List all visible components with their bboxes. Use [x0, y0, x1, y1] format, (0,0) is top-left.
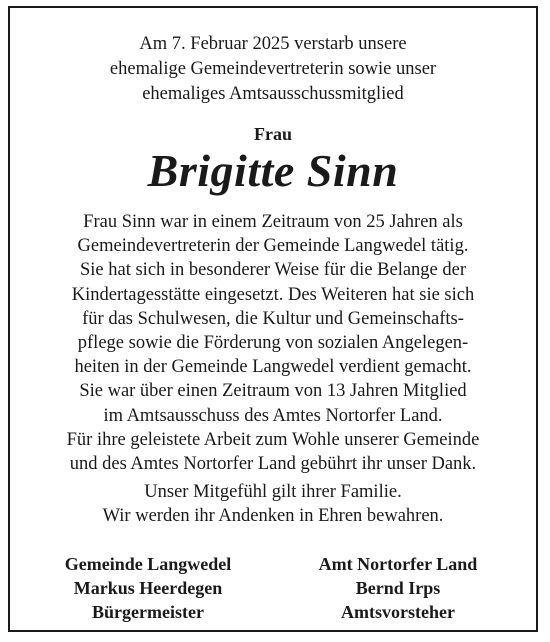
- closing-text: [10, 480, 536, 528]
- body-text: [10, 210, 536, 476]
- signature-left: [18, 552, 278, 624]
- body-line: für das Schulwesen, die Kultur und Gemeinschafts-: [82, 308, 464, 329]
- intro-line: ehemalige Gemeindevertreterin sowie unser: [109, 59, 437, 79]
- deceased-name: Brigitte Sinn: [147, 145, 399, 196]
- body-line: Frau Sinn war in einem Zeitraum von 25 Jahren als: [83, 212, 463, 232]
- body-line: pflege sowie die Förderung von sozialen Angelegen-: [77, 333, 469, 354]
- signature-person: Markus Heerdegen: [73, 578, 223, 598]
- salutation: Frau: [254, 124, 292, 144]
- intro-text: [10, 32, 536, 107]
- body-line: Sie hat sich in besonderer Weise für die Belange der: [79, 260, 467, 281]
- signature-role: Amtsvorsteher: [341, 602, 455, 622]
- closing-line: Wir werden ihr Andenken in Ehren bewahren.: [102, 506, 444, 526]
- closing-line: Unser Mitgefühl gilt ihrer Familie.: [144, 482, 402, 502]
- body-line: und des Amtes Nortorfer Land gebührt ihr unser Dank.: [69, 454, 477, 475]
- body-line: heiten in der Gemeinde Langwedel verdient gemacht.: [74, 357, 472, 378]
- signature-right: [268, 552, 528, 624]
- body-line: Sie war über einen Zeitraum von 13 Jahren Mitglied: [79, 381, 467, 402]
- body-line: Gemeindevertreterin der Gemeinde Langwedel tätig.: [77, 236, 469, 257]
- intro-line: Am 7. Februar 2025 verstarb unsere: [139, 34, 407, 54]
- signature-role: Bürgermeister: [92, 602, 204, 622]
- body-line: Kindertagesstätte eingesetzt. Des Weiteren hat sie sich: [71, 284, 475, 305]
- signature-person: Bernd Irps: [355, 578, 441, 598]
- body-line: Für ihre geleistete Arbeit zum Wohle unserer Gemeinde: [66, 429, 480, 450]
- intro-line: ehemaliges Amtsausschussmitglied: [142, 84, 404, 104]
- body-line: im Amtsausschuss des Amtes Nortorfer Land.: [103, 405, 443, 426]
- signature-org: Gemeinde Langwedel: [64, 554, 232, 574]
- obituary-notice: [8, 6, 538, 632]
- signature-org: Amt Nortorfer Land: [318, 554, 478, 574]
